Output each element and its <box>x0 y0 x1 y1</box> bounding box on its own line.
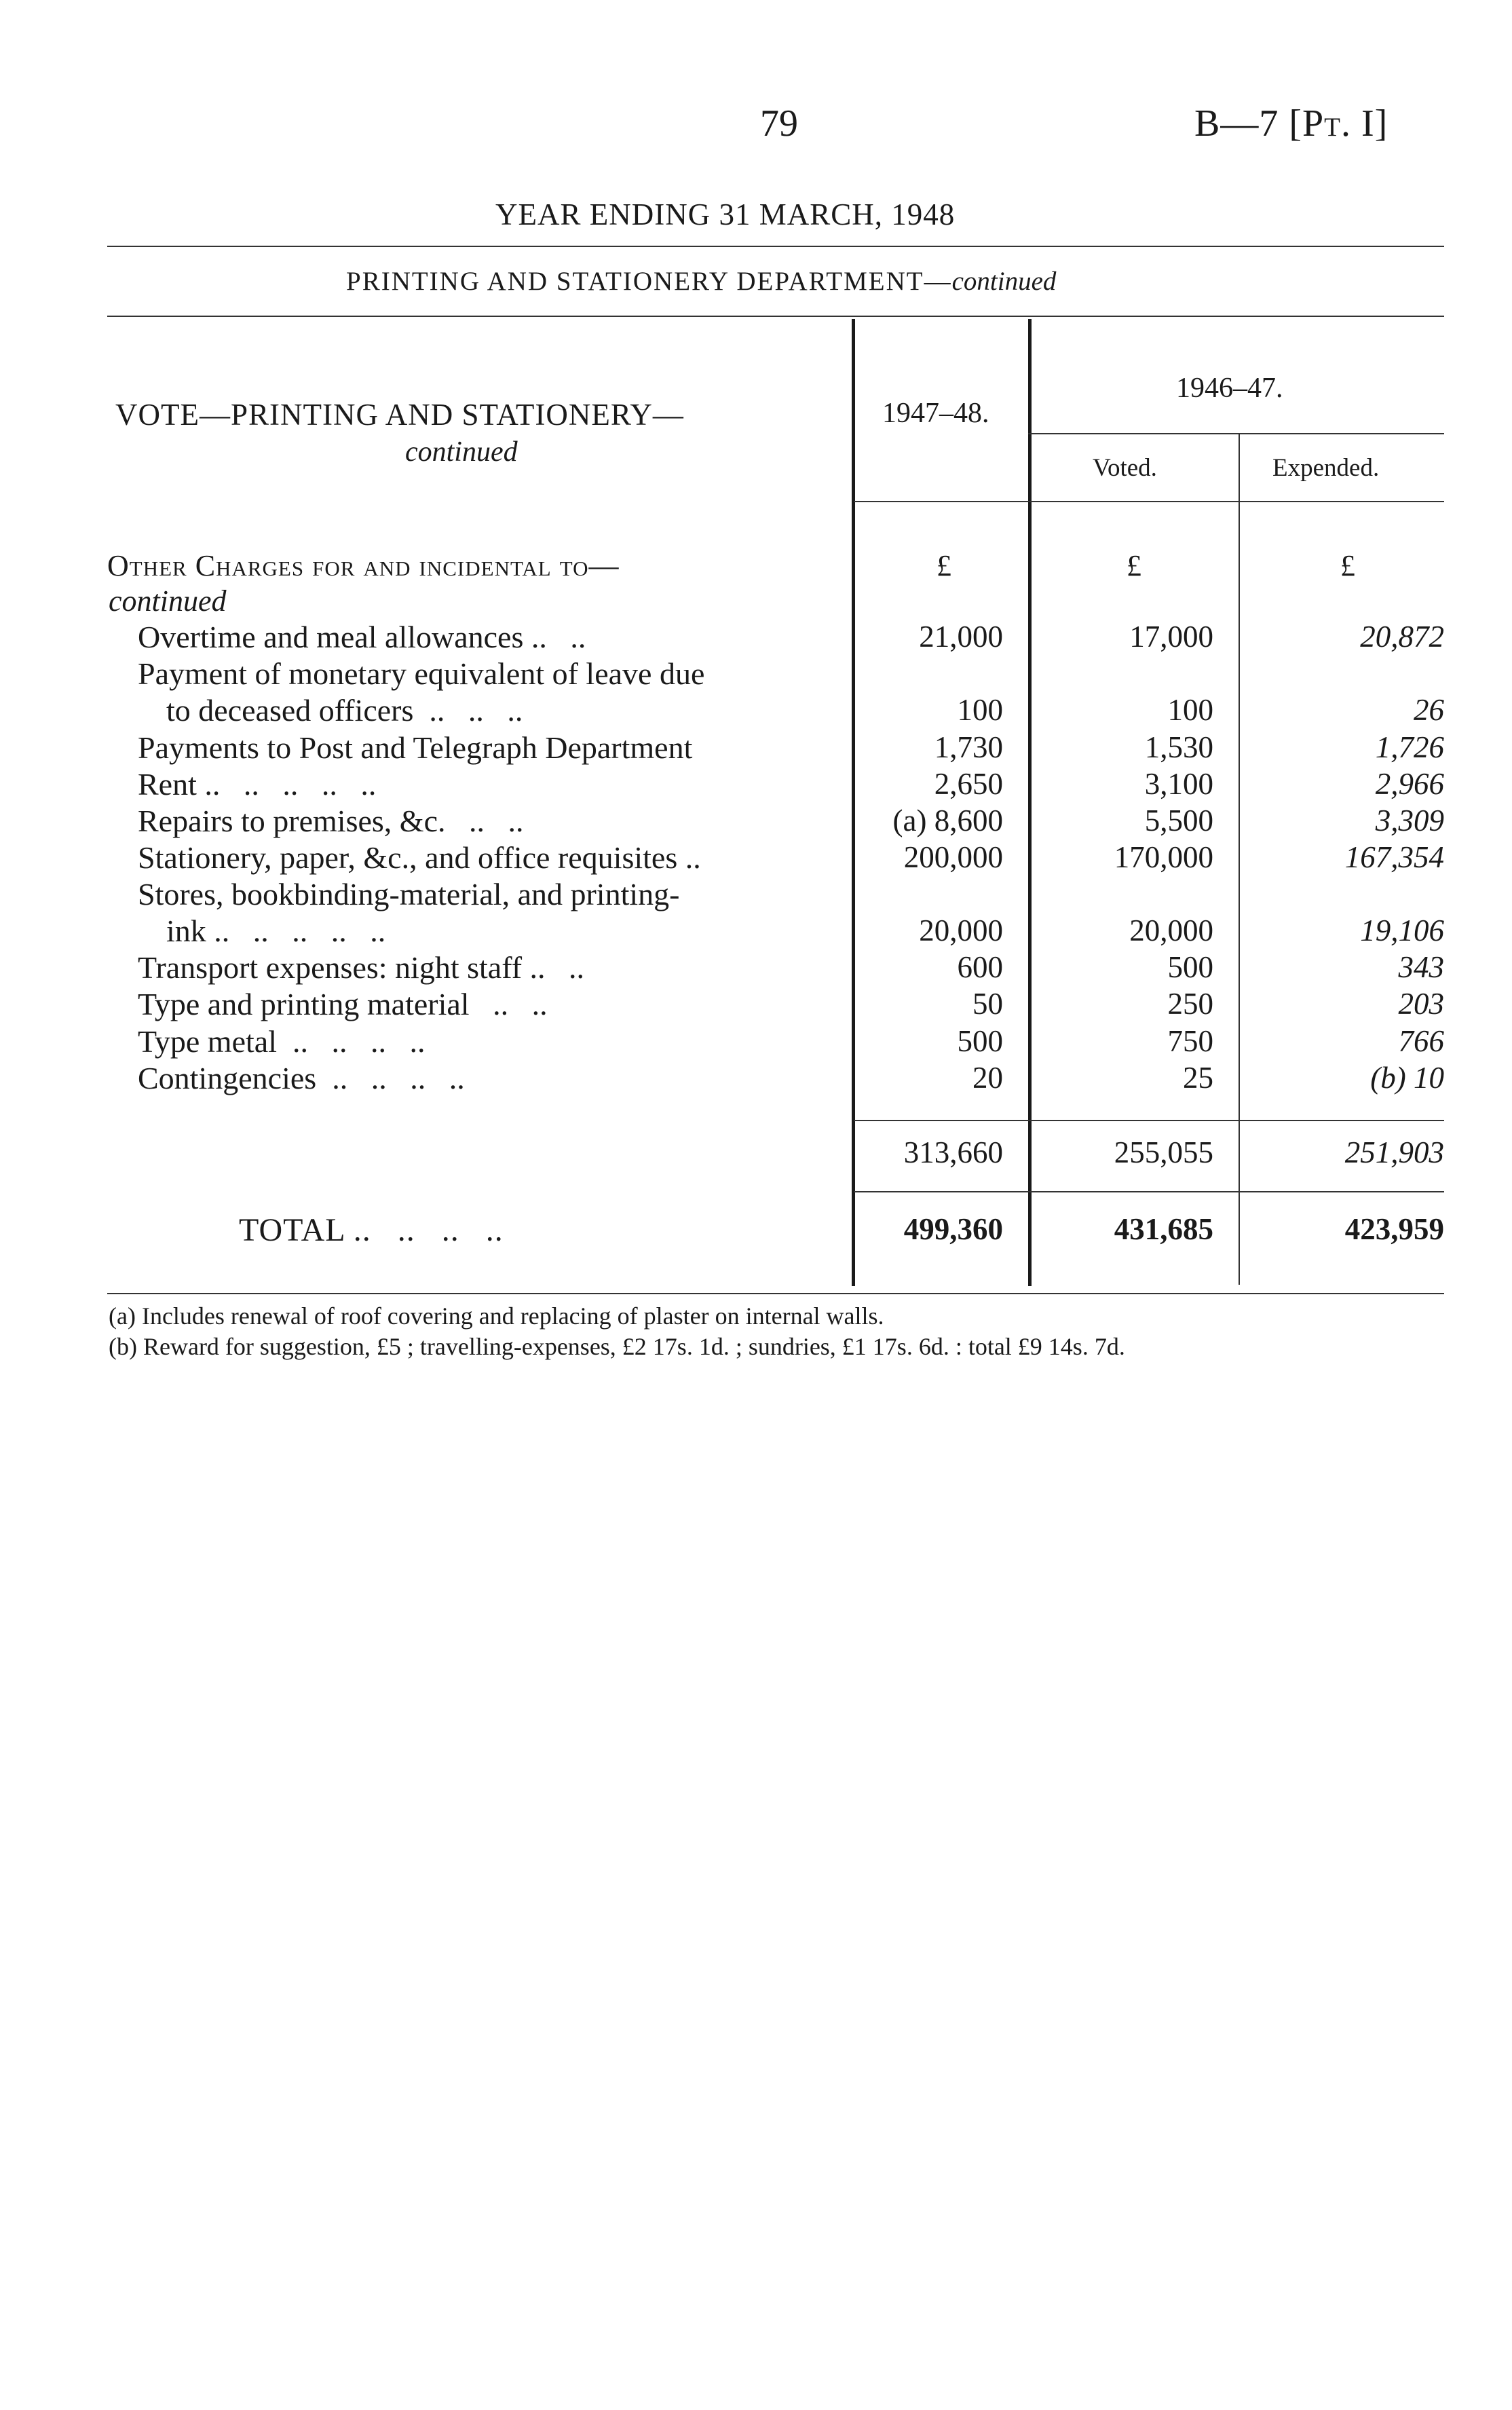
currency-1947-48: £ <box>937 549 951 582</box>
value-1947-48: 2,650 <box>934 767 1003 801</box>
row-label: Repairs to premises, &c. <box>138 804 446 838</box>
value-1947-48: 100 <box>957 693 1003 727</box>
row-dots: .. .. .. .. .. <box>196 767 377 802</box>
reference-part: Pt. I <box>1302 102 1375 145</box>
total-label: TOTAL <box>239 1212 345 1248</box>
value-expended: (b) 10 <box>1370 1061 1444 1095</box>
vote-continued: continued <box>405 436 518 468</box>
row-label: Payment of monetary equivalent of leave due <box>138 656 705 691</box>
table-row <box>138 766 376 802</box>
value-expended: 167,354 <box>1344 840 1444 874</box>
row-label: Rent <box>138 767 197 802</box>
value-expended: 19,106 <box>1360 914 1444 947</box>
column-rule-1 <box>852 319 855 1286</box>
value-voted: 20,000 <box>1129 914 1213 947</box>
value-1947-48: 21,000 <box>919 620 1003 654</box>
document-reference <box>1194 102 1388 145</box>
value-1947-48: 600 <box>957 950 1003 984</box>
value-expended: 343 <box>1398 950 1444 984</box>
value-expended: 1,726 <box>1375 730 1444 764</box>
value-voted: 500 <box>1167 950 1213 984</box>
rule-subheader <box>1028 433 1444 434</box>
value-1947-48: 20 <box>972 1061 1003 1095</box>
value-1947-48: (a) 8,600 <box>892 804 1003 837</box>
row-label: ink <box>166 914 206 948</box>
table-row <box>138 986 548 1022</box>
value-voted: 3,100 <box>1144 767 1213 801</box>
table-row <box>138 949 584 985</box>
value-1947-48: 1,730 <box>934 730 1003 764</box>
subtotal-1947-48: 313,660 <box>903 1135 1003 1169</box>
year-title: YEAR ENDING 31 MARCH, 1948 <box>495 197 956 231</box>
column-rule-3 <box>1239 433 1240 1285</box>
row-dots: .. .. <box>522 950 585 985</box>
table-row <box>138 803 524 839</box>
value-1947-48: 200,000 <box>903 840 1003 874</box>
column-header-1946-47: 1946–47. <box>1176 373 1283 404</box>
section-continued: continued <box>109 584 227 618</box>
table-row <box>138 656 704 692</box>
row-dots: .. .. <box>523 620 586 654</box>
total-expended: 423,959 <box>1344 1212 1444 1246</box>
currency-expended: £ <box>1340 549 1355 582</box>
vote-title: VOTE—PRINTING AND STATIONERY— <box>115 398 684 432</box>
row-dots: .. .. <box>445 804 524 838</box>
column-header-expended: Expended. <box>1272 454 1380 482</box>
table-row <box>166 692 523 728</box>
value-expended: 3,309 <box>1375 804 1444 837</box>
value-1947-48: 20,000 <box>919 914 1003 947</box>
table-row <box>138 730 692 766</box>
value-expended: 203 <box>1398 987 1444 1021</box>
row-label: Type metal <box>138 1024 277 1059</box>
footnote-a: (a) Includes renewal of roof covering and replacing of plaster on internal walls. <box>109 1302 884 1330</box>
subtotal-expended: 251,903 <box>1344 1135 1444 1169</box>
column-rule-2 <box>1028 319 1032 1286</box>
rule-total <box>854 1191 1444 1192</box>
value-expended: 26 <box>1414 693 1444 727</box>
row-dots: .. .. .. .. <box>316 1061 465 1095</box>
reference-main: B—7 [ <box>1194 102 1302 145</box>
subtotal-voted: 255,055 <box>1114 1135 1213 1169</box>
row-label: Type and printing material <box>138 987 470 1021</box>
row-dots: .. .. .. .. .. <box>206 914 386 948</box>
value-expended: 2,966 <box>1375 767 1444 801</box>
table-row <box>138 1023 425 1059</box>
table-row <box>138 840 701 875</box>
total-voted: 431,685 <box>1114 1212 1213 1246</box>
rule-top <box>107 246 1444 247</box>
row-label: Stores, bookbinding-material, and printing- <box>138 877 680 911</box>
value-voted: 17,000 <box>1129 620 1213 654</box>
page-number: 79 <box>760 102 798 145</box>
table-row <box>166 913 385 949</box>
department-name: PRINTING AND STATIONERY DEPARTMENT— <box>346 267 952 296</box>
rule-subtotal <box>854 1120 1444 1121</box>
table-row <box>138 619 586 655</box>
value-voted: 5,500 <box>1144 804 1213 837</box>
reference-close: ] <box>1374 102 1388 145</box>
rule-header-bottom <box>854 501 1444 502</box>
currency-voted: £ <box>1127 549 1141 582</box>
row-label: Overtime and meal allowances <box>138 620 524 654</box>
value-1947-48: 500 <box>957 1024 1003 1058</box>
section-title-text: Other Charges for and incidental to— <box>107 549 620 582</box>
total-row <box>239 1211 504 1249</box>
row-dots: .. <box>677 840 701 875</box>
row-dots: .. .. .. <box>413 693 523 728</box>
value-expended: 766 <box>1398 1024 1444 1058</box>
value-expended: 20,872 <box>1360 620 1444 654</box>
rule-table-bottom <box>107 1293 1444 1294</box>
value-voted: 750 <box>1167 1024 1213 1058</box>
rule-table-top <box>107 316 1444 317</box>
value-voted: 1,530 <box>1144 730 1213 764</box>
value-voted: 250 <box>1167 987 1213 1021</box>
total-dots: .. .. .. .. <box>344 1212 504 1248</box>
value-1947-48: 50 <box>972 987 1003 1021</box>
department-continued: continued <box>951 267 1057 296</box>
total-1947-48: 499,360 <box>903 1212 1003 1246</box>
value-voted: 25 <box>1183 1061 1213 1095</box>
value-voted: 100 <box>1167 693 1213 727</box>
table-row <box>138 876 679 912</box>
value-voted: 170,000 <box>1114 840 1213 874</box>
section-title <box>107 548 620 583</box>
row-label: Contingencies <box>138 1061 317 1095</box>
column-header-1947-48: 1947–48. <box>882 398 989 429</box>
footnote-b: (b) Reward for suggestion, £5 ; travelling-expenses, £2 17s. 1d. ; sundries, £1 17s. 6d. : total £9 14s. 7d. <box>109 1333 1125 1360</box>
row-dots: .. .. <box>469 987 548 1021</box>
row-dots: .. .. .. .. <box>276 1024 426 1059</box>
row-label: to deceased officers <box>166 693 414 728</box>
row-label: Transport expenses: night staff <box>138 950 523 985</box>
table-row <box>138 1060 465 1096</box>
column-header-voted: Voted. <box>1093 454 1157 482</box>
department-title <box>346 266 1056 297</box>
row-label: Payments to Post and Telegraph Department <box>138 730 693 765</box>
row-label: Stationery, paper, &c., and office requisites <box>138 840 678 875</box>
